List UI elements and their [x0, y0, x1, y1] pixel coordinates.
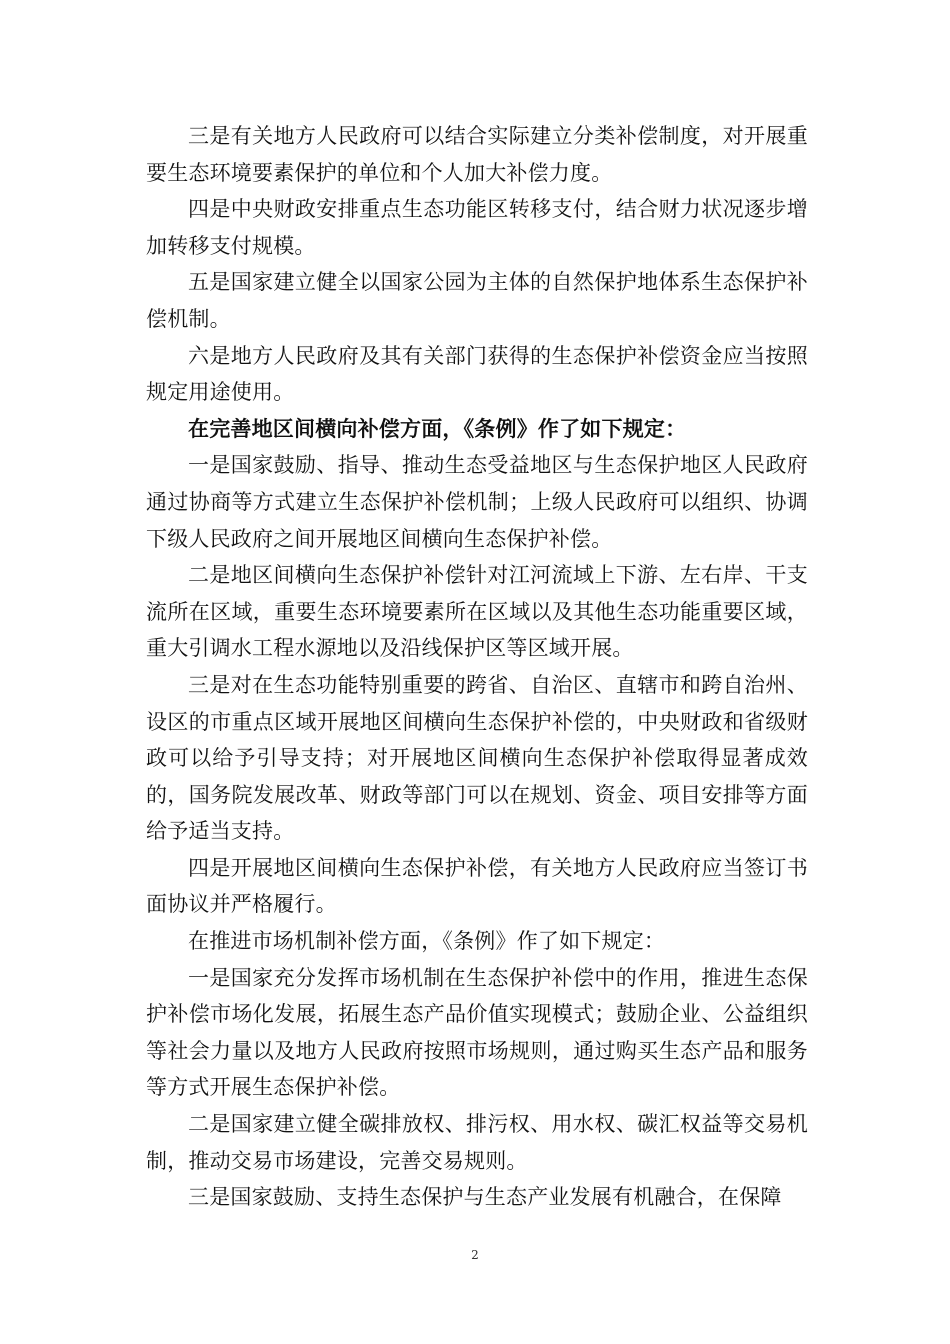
document-body: [146, 118, 808, 1216]
paragraph: 二是地区间横向生态保护补偿针对江河流域上下游、左右岸、干支流所在区域，重要生态环境要素所在区域以及其他生态功能重要区域，重大引调水工程水源地以及沿线保护区等区域开展。: [146, 563, 808, 661]
paragraph: 三是国家鼓励、支持生态保护与生态产业发展有机融合，在保障: [188, 1185, 782, 1210]
paragraph: 六是地方人民政府及其有关部门获得的生态保护补偿资金应当按照规定用途使用。: [146, 343, 808, 405]
paragraph: 五是国家建立健全以国家公园为主体的自然保护地体系生态保护补偿机制。: [146, 270, 808, 331]
paragraph: 二是国家建立健全碳排放权、排污权、用水权、碳汇权益等交易机制，推动交易市场建设，完善交易规则。: [146, 1112, 808, 1173]
paragraph: 四是开展地区间横向生态保护补偿，有关地方人民政府应当签订书面协议并严格履行。: [146, 855, 808, 917]
section-heading: 在推进市场机制补偿方面，《条例》作了如下规定：: [188, 929, 666, 954]
paragraph: 一是国家鼓励、指导、推动生态受益地区与生态保护地区人民政府通过协商等方式建立生态保护补偿机制；上级人民政府可以组织、协调下级人民政府之间开展地区间横向生态保护补偿。: [146, 453, 808, 551]
paragraph: 三是有关地方人民政府可以结合实际建立分类补偿制度，对开展重要生态环境要素保护的单位和个人加大补偿力度。: [146, 124, 808, 185]
paragraph: 三是对在生态功能特别重要的跨省、自治区、直辖市和跨自治州、设区的市重点区域开展地区间横向生态保护补偿的，中央财政和省级财政可以给予引导支持；对开展地区间横向生态保护补偿取得显著成效的，国务院发展改革、财政等部门可以在规划、资金、项目安排等方面给予适当支持。: [146, 672, 808, 844]
page-number: 2: [471, 1248, 479, 1262]
section-heading: 在完善地区间横向补偿方面，《条例》作了如下规定：: [188, 415, 687, 441]
paragraph: 四是中央财政安排重点生态功能区转移支付，结合财力状况逐步增加转移支付规模。: [146, 197, 808, 258]
paragraph: 一是国家充分发挥市场机制在生态保护补偿中的作用，推进生态保护补偿市场化发展，拓展生态产品价值实现模式；鼓励企业、公益组织等社会力量以及地方人民政府按照市场规则，通过购买生态产品和服务等方式开展生态保护补偿。: [146, 965, 808, 1100]
